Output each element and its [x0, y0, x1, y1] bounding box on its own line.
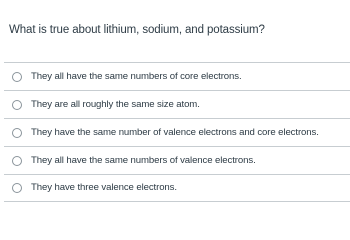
answer-option-2[interactable] [4, 90, 350, 118]
answer-label[interactable]: They have the same number of valence electrons and core electrons. [31, 126, 319, 138]
answer-label[interactable]: They have three valence electrons. [31, 182, 177, 193]
radio-button[interactable] [12, 100, 22, 110]
answer-option-5[interactable] [4, 174, 350, 202]
answer-option-3[interactable] [4, 118, 350, 146]
radio-button[interactable] [12, 128, 22, 138]
answer-label[interactable]: They are all roughly the same size atom. [31, 98, 200, 110]
radio-button[interactable] [12, 183, 22, 193]
question-text: What is true about lithium, sodium, and potassium? [9, 24, 265, 36]
answer-list [4, 62, 350, 202]
radio-button[interactable] [12, 72, 22, 82]
radio-button[interactable] [12, 156, 22, 166]
answer-label[interactable]: They all have the same numbers of core electrons. [31, 70, 242, 82]
answer-label[interactable]: They all have the same numbers of valence electrons. [31, 154, 256, 166]
answer-option-4[interactable] [4, 146, 350, 174]
answer-option-1[interactable] [4, 62, 350, 90]
